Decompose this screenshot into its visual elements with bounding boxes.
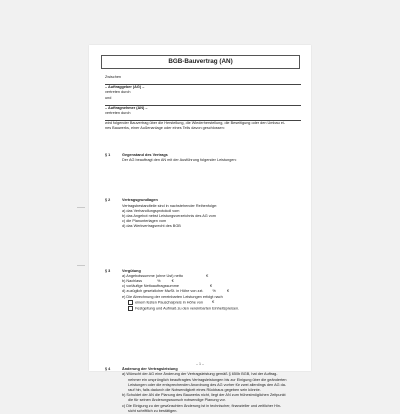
offer-sum-unit: € — [206, 273, 209, 278]
section-2-intro: Vertragsbestandteile sind in nachstehender Reihenfolge: — [122, 203, 218, 208]
vat-unit: € — [226, 289, 230, 294]
parties-section — [105, 75, 301, 132]
contractor-label: – Auftragnehmer (AN) – — [105, 105, 148, 110]
intro-text-1: wird folgender Bauvertrag über die Herstellung, die Wiederherstellung, die Beseitigung oder den Umbau ei- — [105, 121, 286, 126]
and-text: und — [105, 95, 112, 100]
net-sum-label: c) vorläufige Nettoauftragssumme — [122, 284, 179, 289]
section-1 — [105, 153, 301, 163]
section-1-text: Der AG beauftragt den AN mit der Ausführung folgender Leistungen: — [122, 158, 237, 163]
punch-mark — [77, 265, 85, 266]
offer-sum-label: a) Angebotssumme (ohne Ust) netto — [122, 273, 183, 278]
section-2-item-c: c) die Planunterlagen vom — [122, 219, 167, 224]
discount-unit: € — [171, 279, 174, 284]
discount-percent: % — [157, 279, 161, 284]
section-3-number: § 3 — [105, 268, 111, 273]
page-number: – 1 – — [196, 362, 204, 366]
discount-label: b) Nachlass — [122, 279, 143, 284]
billing-label: e) Die Abrechnung der vereinbarten Leistungen erfolgt nach — [122, 294, 223, 299]
unit-price-text: Festgeltung und Aufmaß zu den vereinbarten Einheitspreisen. — [135, 306, 240, 311]
section-4-heading: Änderung der Vertragsleistung — [122, 367, 178, 372]
lump-sum-checkbox[interactable] — [128, 300, 133, 305]
s4-c-line-2: sicht schriftlich zu bestätigen. — [128, 408, 178, 413]
section-4 — [105, 367, 301, 414]
contractor-represented-by: vertreten durch — [105, 111, 131, 116]
section-1-number: § 1 — [105, 153, 111, 157]
net-sum-unit: € — [210, 284, 213, 289]
section-2-item-a: a) das Verhandlungsprotokoll vom — [122, 208, 180, 213]
vat-label: d) zuzüglich gesetzlicher MwSt. in Höhe von zzt. — [122, 289, 204, 294]
client-represented-by: vertreten durch — [105, 90, 131, 95]
document-title: BGB-Bauvertrag (AN) — [101, 55, 300, 69]
section-2 — [105, 198, 301, 229]
vat-percent: % — [212, 289, 216, 294]
intro-text-2: nes Bauwerks, einer Außenanlage oder eines Teils davon geschlossen: — [105, 126, 225, 131]
unit-price-checkbox[interactable] — [128, 306, 133, 311]
s4-a-line-3: Leistungen oder die entsprechenden Anordnung des AG vorher für zwei allerdings den AG da- — [128, 382, 287, 387]
section-2-item-b: b) das Angebot nebst Leistungsverzeichnis des AG vom — [122, 214, 216, 219]
s4-a-line-4: rauf hin, falls dadurch die Notwendigkeit eines Rückbaus gegeben sein könnte. — [128, 388, 261, 393]
s4-a-line-1: a) Wünscht der AG eine Änderung der Vertragsleistung gemäß § 650b BGB, hat der Auftrag- — [122, 372, 278, 377]
lump-sum-text: einem festen Pauschalpreis in Höhe von — [135, 300, 204, 305]
between-text: Zwischen — [105, 75, 122, 79]
lump-sum-unit: € — [212, 300, 215, 305]
s4-b-line-1: b) Schuldet der AN die Planung des Bauwerks nicht, liegt der AN zum frühestmöglichen Zeitpunkt — [122, 393, 286, 398]
s4-b-line-2: die für seinen Änderungswunsch notwendige Planung vor. — [128, 398, 226, 403]
document-page — [89, 45, 311, 413]
section-3 — [105, 269, 301, 312]
section-2-item-d: d) das Werkvertragsrecht des BGB — [122, 224, 181, 229]
s4-a-line-2: nehmer ein ursprünglich beauftragtes Vertragsleistungen bis zur Einigung über die geänderten — [128, 377, 287, 382]
section-3-heading: Vergütung — [122, 268, 141, 273]
section-4-number: § 4 — [105, 367, 111, 372]
unit-price-option — [122, 306, 301, 312]
s4-c-line-1: c) Die Einigung zu der gewünschten Änderung ist in technischer, finanzieller und zeitlicher Hin- — [122, 403, 282, 408]
section-2-heading: Vertragsgrundlagen — [122, 198, 158, 203]
section-1-heading: Gegenstand des Vertrags — [122, 153, 168, 157]
client-label: – Auftraggeber (AG) – — [105, 85, 145, 90]
section-2-number: § 2 — [105, 198, 111, 203]
fold-mark — [77, 207, 85, 208]
